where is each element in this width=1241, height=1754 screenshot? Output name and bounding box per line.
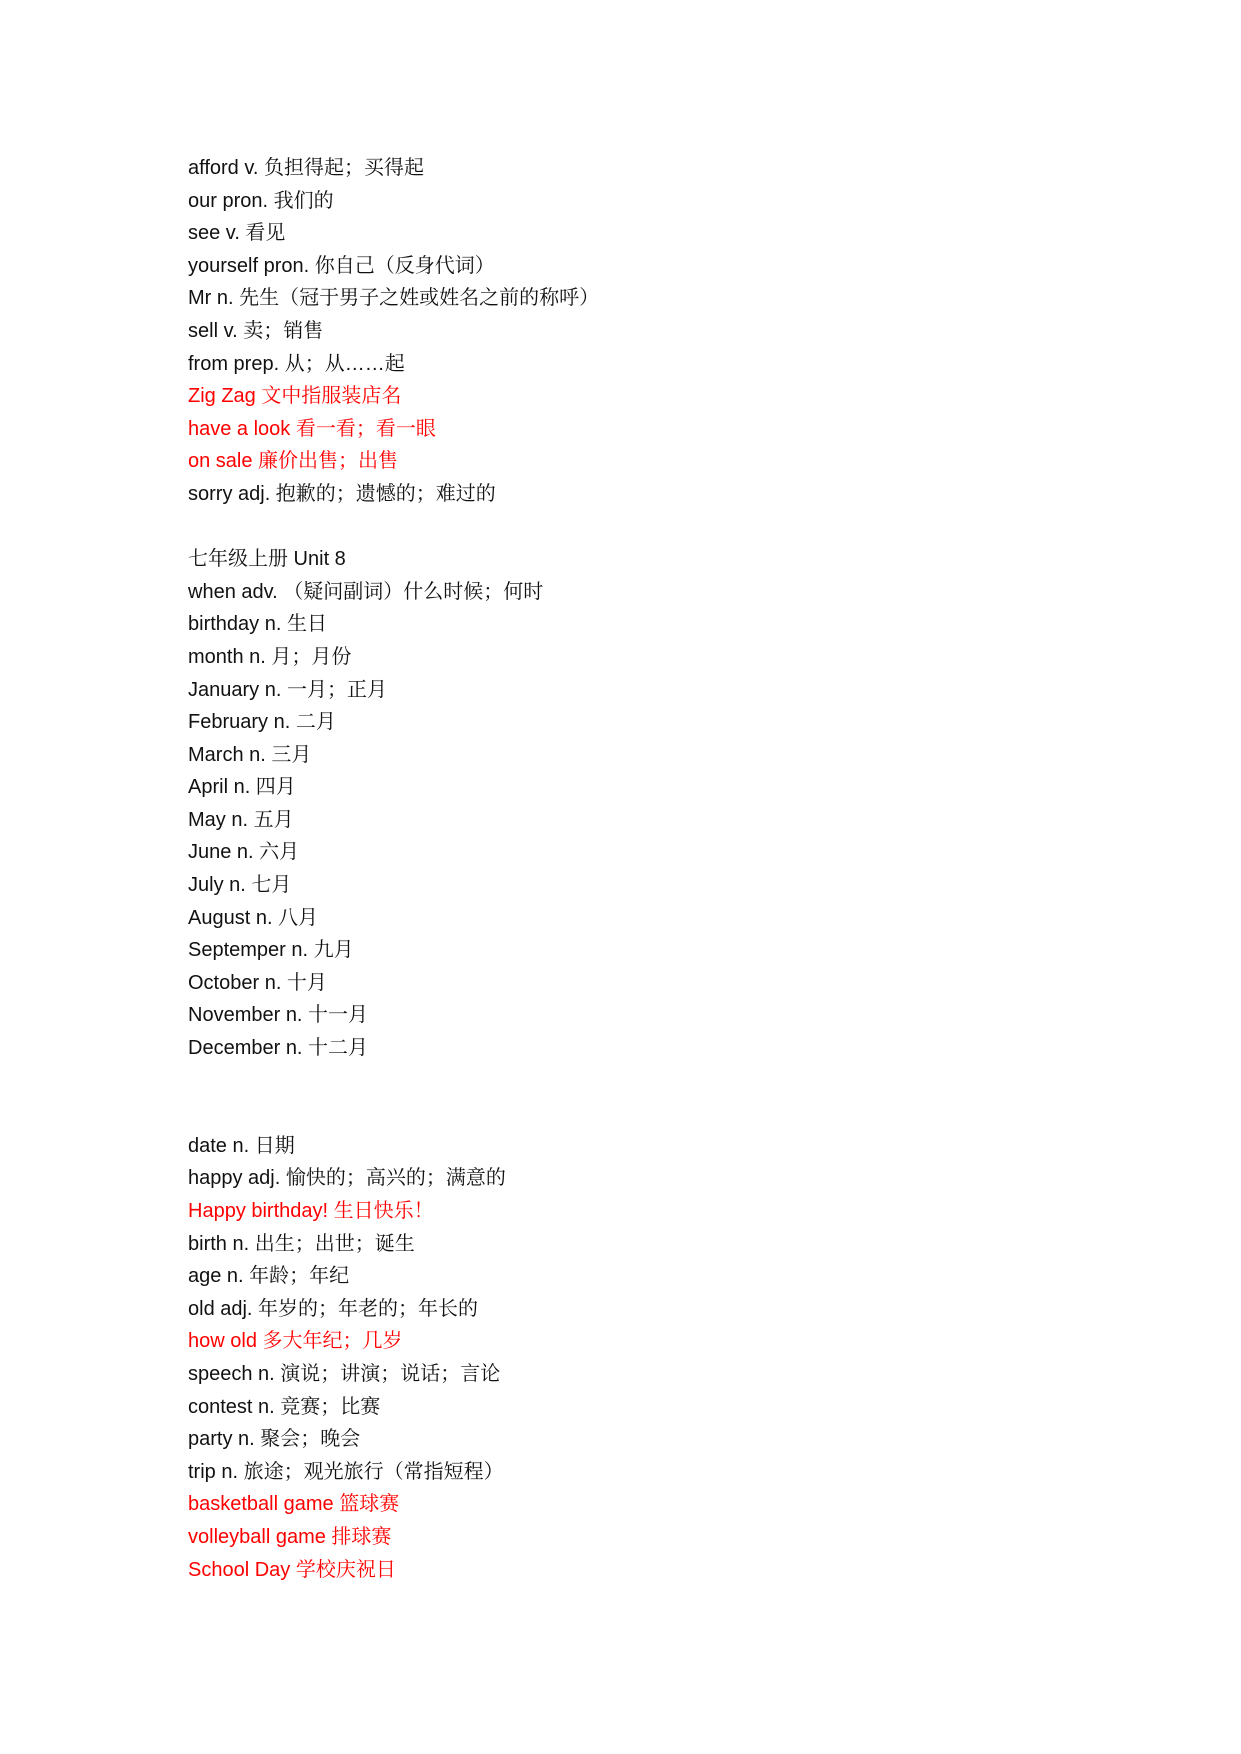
blank-line xyxy=(188,511,1148,544)
vocab-line: when adv. （疑问副词）什么时候；何时 xyxy=(188,580,544,603)
vocab-line: speech n. 演说；讲演；说话；言论 xyxy=(188,1362,501,1385)
vocab-line: December n. 十二月 xyxy=(188,1037,369,1060)
vocab-line: age n. 年龄；年纪 xyxy=(188,1265,350,1288)
vocab-line: January n. 一月；正月 xyxy=(188,678,387,701)
vocab-line: 七年级上册 Unit 8 xyxy=(188,548,346,571)
vocab-line: our pron. 我们的 xyxy=(188,189,334,212)
vocab-line: party n. 聚会；晚会 xyxy=(188,1428,361,1451)
phrase-line: have a look 看一看；看一眼 xyxy=(188,417,436,440)
vocab-line: sorry adj. 抱歉的；遗憾的；难过的 xyxy=(188,482,496,505)
phrase-line: Zig Zag 文中指服装店名 xyxy=(188,385,402,408)
vocab-line: February n. 二月 xyxy=(188,711,336,734)
vocab-line: month n. 月；月份 xyxy=(188,645,352,668)
phrase-line: how old 多大年纪；几岁 xyxy=(188,1330,403,1353)
vocab-line: birthday n. 生日 xyxy=(188,613,327,636)
vocab-line: sell v. 卖；销售 xyxy=(188,319,324,342)
vocab-line: Septemper n. 九月 xyxy=(188,939,354,962)
vocab-line: old adj. 年岁的；年老的；年长的 xyxy=(188,1297,479,1320)
vocab-line: contest n. 竞赛；比赛 xyxy=(188,1395,381,1418)
vocab-line: July n. 七月 xyxy=(188,874,292,897)
phrase-line: volleyball game 排球赛 xyxy=(188,1525,392,1548)
phrase-line: Happy birthday! 生日快乐！ xyxy=(188,1200,434,1222)
vocab-line: happy adj. 愉快的；高兴的；满意的 xyxy=(188,1167,506,1190)
blank-line xyxy=(188,1065,1148,1098)
vocab-line: March n. 三月 xyxy=(188,743,312,766)
vocab-line: August n. 八月 xyxy=(188,906,319,929)
phrase-line: School Day 学校庆祝日 xyxy=(188,1558,396,1581)
phrase-line: on sale 廉价出售；出售 xyxy=(188,450,399,473)
vocabulary-list xyxy=(188,152,1148,1586)
blank-line xyxy=(188,1097,1148,1130)
vocab-line: May n. 五月 xyxy=(188,808,294,831)
vocab-line: date n. 日期 xyxy=(188,1134,295,1157)
vocab-line: from prep. 从；从……起 xyxy=(188,352,405,375)
vocab-line: Mr n. 先生（冠于男子之姓或姓名之前的称呼） xyxy=(188,287,600,310)
vocab-line: April n. 四月 xyxy=(188,776,296,799)
phrase-line: basketball game 篮球赛 xyxy=(188,1493,400,1516)
vocab-line: trip n. 旅途；观光旅行（常指短程） xyxy=(188,1460,504,1483)
vocab-line: yourself pron. 你自己（反身代词） xyxy=(188,254,495,277)
vocab-line: October n. 十月 xyxy=(188,971,327,994)
vocab-line: see v. 看见 xyxy=(188,222,286,245)
vocab-line: birth n. 出生；出世；诞生 xyxy=(188,1232,415,1255)
vocab-line: June n. 六月 xyxy=(188,841,300,864)
vocab-line: afford v. 负担得起；买得起 xyxy=(188,157,424,179)
vocab-line: November n. 十一月 xyxy=(188,1004,369,1027)
